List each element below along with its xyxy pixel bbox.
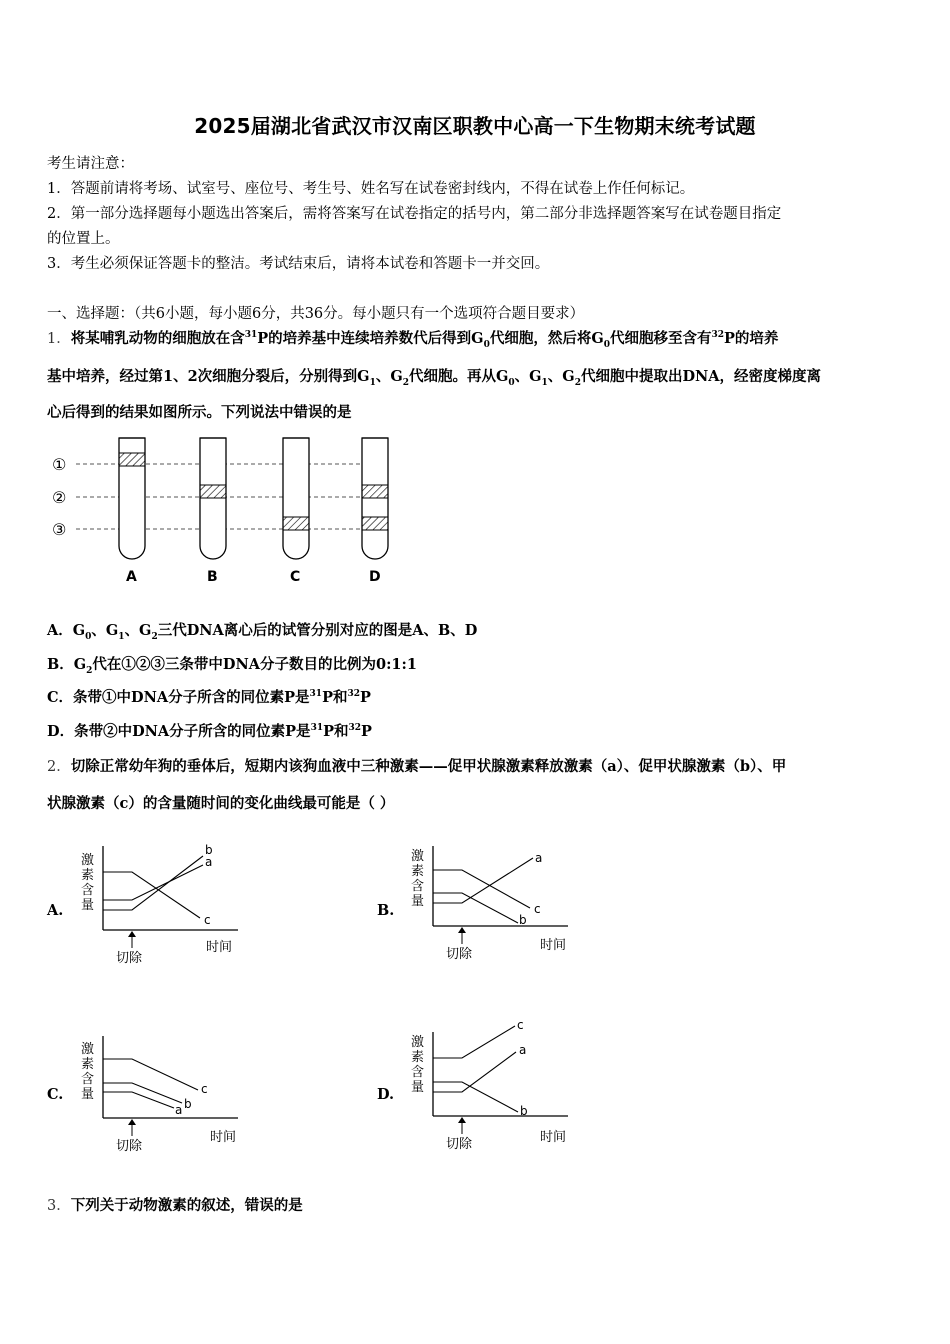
q1-line-1 [47, 327, 778, 350]
ylabel-char: 素 [81, 1057, 95, 1072]
cut-label: 切除 [116, 1139, 143, 1154]
q2-line-2: 状腺激素（c）的含量随时间的变化曲线最可能是（ ） [47, 795, 395, 812]
q1-text: 代细胞。再从G [408, 368, 509, 385]
option-text: 三代DNA离心后的试管分别对应的图是A、B、D [157, 622, 478, 639]
sup-32: 32 [347, 689, 360, 700]
q3-line-1 [47, 1194, 303, 1215]
q2-text: 切除正常幼年狗的垂体后，短期内该狗血液中三种激素——促甲状腺激素释放激素（a）、促甲状腺激素（b）、甲 [70, 758, 787, 775]
option-text: D．条带②中DNA分子所含的同位素P是 [47, 723, 311, 740]
graph-a [78, 838, 248, 973]
option-text: C．条带①中DNA分子所含的同位素P是 [47, 689, 310, 706]
sub-2: 2 [86, 665, 93, 676]
q1-line-2 [47, 365, 821, 388]
tube-label-d: D [369, 569, 381, 585]
option-text: B．G [47, 656, 87, 673]
notice-item-1: 1．答题前请将考场、试室号、座位号、考生号、姓名写在试卷密封线内，不得在试卷上作任何标记。 [47, 181, 695, 197]
ylabel-char: 激 [411, 849, 425, 864]
ylabel-char: 量 [81, 898, 95, 913]
curve-b [433, 1082, 518, 1112]
tube-c-band [283, 517, 309, 530]
tube-b [200, 438, 226, 585]
option-text: P [361, 723, 372, 740]
q1-line-3: 心后得到的结果如图所示。下列说法中错误的是 [47, 404, 352, 421]
curve-label-c: c [201, 1082, 208, 1096]
q2-label-a[interactable]: A. [47, 902, 64, 919]
ylabel-char: 含 [411, 879, 425, 894]
curve-label-a: a [535, 851, 543, 865]
curve-a [433, 858, 533, 903]
curve-label-b: b [205, 843, 213, 857]
sub-2: 2 [574, 377, 581, 388]
ylabel-char: 激 [411, 1035, 425, 1050]
q1-text: 代细胞中提取出DNA，经密度梯度离 [580, 368, 822, 385]
q2-label-b[interactable]: B. [377, 902, 395, 919]
curve-label-b: b [519, 913, 527, 927]
sup-32: 32 [348, 723, 362, 734]
ylabel-char: 激 [81, 1042, 95, 1057]
ylabel-char: 素 [411, 1050, 425, 1065]
q2-label-c[interactable]: C. [47, 1086, 64, 1103]
curve-a [103, 865, 203, 900]
page-title: 2025届湖北省武汉市汉南区职教中心高一下生物期末统考试题 [194, 114, 756, 138]
curve-label-c: c [517, 1018, 524, 1032]
sub-0: 0 [483, 339, 490, 350]
graph-a-ylabel [81, 853, 94, 913]
notice-item-2a: 2．第一部分选择题每小题选出答案后，需将答案写在试卷指定的括号内，第二部分非选择题答案写在试卷题目指定 [47, 206, 782, 222]
q1-text: P的培养 [724, 330, 779, 347]
sup-31: 31 [310, 723, 324, 734]
q1-text: 代细胞，然后将G [489, 330, 604, 347]
q1-text: 、G [375, 368, 403, 385]
q1-text: 代细胞移至含有 [609, 330, 712, 347]
q1-text: 基中培养，经过第1、2次细胞分裂后，分别得到G [47, 368, 370, 385]
sub-0: 0 [85, 631, 92, 642]
tube-a-band [119, 453, 145, 466]
ylabel-char: 含 [81, 1072, 95, 1087]
ylabel-char: 量 [81, 1087, 95, 1102]
tube-b-band [200, 485, 226, 498]
sub-0: 0 [603, 339, 610, 350]
sub-1: 1 [118, 631, 125, 642]
q3-text: 下列关于动物激素的叙述，错误的是 [70, 1197, 303, 1214]
tube-d-band-lower [362, 517, 388, 530]
ylabel-char: 量 [411, 1080, 425, 1095]
section-heading: 一、选择题：（共6小题，每小题6分，共36分。每小题只有一个选项符合题目要求） [47, 306, 585, 322]
tube-label-b: B [207, 569, 218, 585]
option-text: 、G [91, 622, 119, 639]
curve-label-a: a [205, 855, 213, 869]
option-text: 代在①②③三条带中DNA分子数目的比例为0:1:1 [92, 656, 417, 673]
curve-c [433, 1026, 515, 1058]
time-label: 时间 [540, 1130, 567, 1145]
tube-d-band-upper [362, 485, 388, 498]
curve-b [103, 1083, 182, 1103]
option-text: P和 [323, 723, 349, 740]
curve-c [103, 1059, 198, 1090]
curve-b [433, 893, 518, 923]
tube-c [283, 438, 309, 585]
curve-label-b: b [184, 1097, 192, 1111]
curve-c [433, 870, 530, 908]
curve-label-c: c [534, 902, 541, 916]
curve-label-a: a [519, 1043, 527, 1057]
sub-2: 2 [151, 631, 158, 642]
notice-item-2b: 的位置上。 [47, 231, 120, 247]
ylabel-char: 量 [411, 894, 425, 909]
graph-c-ylabel [81, 1042, 94, 1102]
notice-item-3: 3．考生必须保证答题卡的整洁。考试结束后，请将本试卷和答题卡一并交回。 [47, 256, 550, 272]
time-label: 时间 [210, 1130, 237, 1145]
curve-a [103, 1092, 174, 1108]
q1-number: 1． [47, 331, 71, 347]
notice-header: 考生请注意： [47, 156, 134, 172]
q1-text: 、G [514, 368, 542, 385]
ylabel-char: 素 [81, 868, 95, 883]
band-label-3: ③ [52, 520, 67, 539]
graph-b-ylabel [411, 849, 424, 909]
ylabel-char: 素 [411, 864, 425, 879]
sub-1: 1 [541, 377, 548, 388]
option-text: 、G [124, 622, 152, 639]
time-label: 时间 [206, 940, 233, 955]
sub-1: 1 [369, 377, 376, 388]
cut-label: 切除 [446, 1137, 473, 1152]
sup-31: 31 [244, 330, 258, 341]
cut-label: 切除 [116, 951, 143, 966]
band-label-2: ② [52, 488, 67, 507]
q2-label-d[interactable]: D. [377, 1086, 395, 1103]
graph-d [408, 1016, 578, 1156]
curve-b [103, 856, 203, 910]
graph-d-ylabel [411, 1035, 424, 1095]
q1-option-a[interactable] [47, 619, 477, 642]
q3-number: 3． [47, 1198, 71, 1214]
option-text: A．G [47, 622, 86, 639]
graph-c [78, 1030, 248, 1158]
ylabel-char: 含 [411, 1065, 425, 1080]
tube-d [362, 438, 388, 585]
curve-label-a: a [175, 1103, 183, 1117]
graph-b [408, 838, 578, 973]
tube-a [119, 438, 145, 585]
sup-31: 31 [309, 689, 323, 700]
sub-0: 0 [508, 377, 515, 388]
q2-line-1 [47, 755, 786, 776]
cut-label: 切除 [446, 947, 473, 962]
ylabel-char: 含 [81, 883, 95, 898]
tube-label-a: A [126, 569, 137, 585]
sub-2: 2 [402, 377, 409, 388]
q1-text: 将某哺乳动物的细胞放在含 [70, 330, 245, 347]
q2-number: 2． [47, 759, 71, 775]
curve-label-b: b [520, 1104, 528, 1118]
option-text: P [360, 689, 371, 706]
sup-32: 32 [711, 330, 725, 341]
ylabel-char: 激 [81, 853, 95, 868]
option-text: P和 [322, 689, 348, 706]
q1-option-c[interactable] [47, 686, 371, 707]
q1-option-d[interactable] [47, 720, 372, 741]
tube-label-c: C [290, 569, 301, 585]
centrifuge-tubes-figure [44, 434, 414, 590]
q1-option-b[interactable] [47, 653, 417, 676]
q1-text: 、G [547, 368, 575, 385]
curve-label-c: c [204, 913, 211, 927]
time-label: 时间 [540, 938, 567, 953]
q1-text: P的培养基中连续培养数代后得到G [257, 330, 484, 347]
band-label-1: ① [52, 455, 67, 474]
